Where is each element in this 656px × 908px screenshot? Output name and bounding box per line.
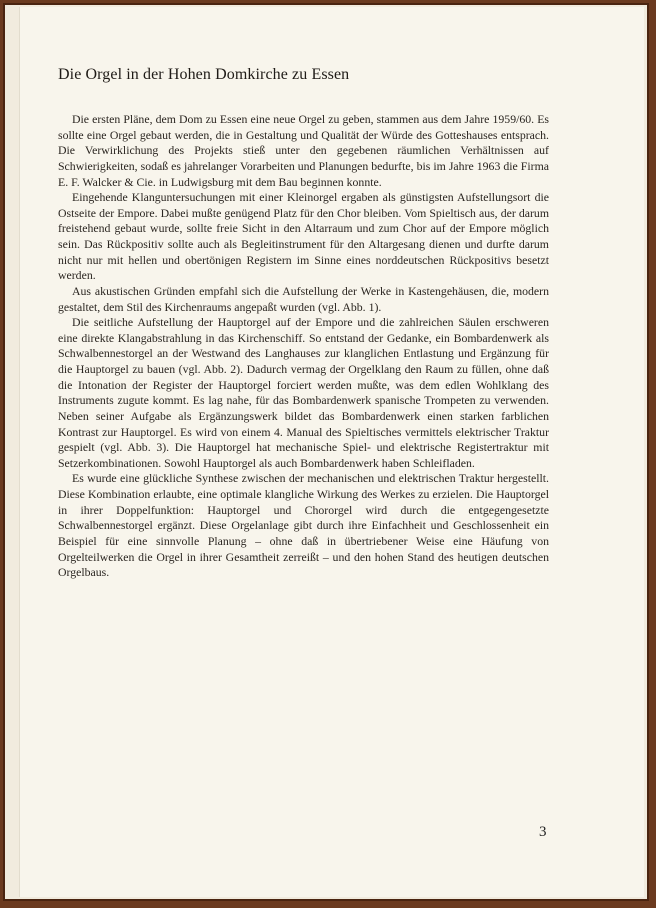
paragraph-3: Aus akustischen Gründen empfahl sich die Aufstellung der Werke in Kastengehäusen, die, modern gestaltet, dem Stil des Kirchenraums angepaßt wurden (vgl. Abb. 1). <box>58 283 549 314</box>
paragraph-1: Die ersten Pläne, dem Dom zu Essen eine neue Orgel zu geben, stammen aus dem Jahre 1959/60. Es sollte eine Orgel gebaut werden, die in Gestaltung und Qualität der Würde des Gotteshauses entsprach. Die Verwirklichung des Projekts stieß unter den gegebenen räumlichen Verhältnissen auf Schwierigkeiten, sodaß es jahrelanger Vorarbeiten und Planungen bedurfte, bis im Jahre 1963 die Firma E. F. Walcker & Cie. in Ludwigsburg mit dem Bau beginnen konnte. <box>58 112 549 189</box>
paragraph-2: Eingehende Klanguntersuchungen mit einer Kleinorgel ergaben als günstigsten Aufstellungsort die Ostseite der Empore. Dabei mußte genügend Platz für den Chor bleiben. Vom Spieltisch aus, der darum freistehend gebaut wurde, sollte freie Sicht in den Altarraum und zum Chor auf der Empore möglich sein. Das Rückpositiv sollte auch als Begleitinstrument für den Altargesang dienen und durfte darum nicht nur mit hellen und obertönigen Registern im Sinne eines norddeutschen Rückpositivs besetzt werden. <box>58 190 549 283</box>
book-page <box>19 7 644 897</box>
body-text <box>58 112 549 581</box>
scan-frame <box>3 3 649 901</box>
paragraph-4: Die seitliche Aufstellung der Hauptorgel auf der Empore und die zahlreichen Säulen erschweren eine direkte Klangabstrahlung in das Kirchenschiff. So entstand der Gedanke, ein Bombardenwerk als Schwalbennestorgel an der Westwand des Langhauses zur klanglichen Entlastung und Ergänzung für die Hauptorgel zu bauen (vgl. Abb. 2). Dadurch vermag der Orgelklang den Raum zu füllen, ohne daß die Intonation der Register der Hauptorgel forciert werden mußte, was dem edlen Wohlklang des Instruments zugute kommt. Es lag nahe, für das Bombardenwerk spanische Trompeten zu verwenden. Neben seiner Aufgabe als Ergänzungswerk bildet das Bombardenwerk einen starken farblichen Kontrast zur Hauptorgel. Es wird von einem 4. Manual des Spieltisches vermittels elektrischer Traktur gespielt (vgl. Abb. 3). Die Hauptorgel hat mechanische Spiel- und elektrische Registertraktur mit Setzerkombinationen. Sowohl Hauptorgel als auch Bombardenwerk haben Schleifladen. <box>58 315 549 470</box>
page-title: Die Orgel in der Hohen Domkirche zu Essen <box>58 66 350 83</box>
paragraph-5: Es wurde eine glückliche Synthese zwischen der mechanischen und elektrischen Traktur hergestellt. Diese Kombination erlaubte, eine optimale klangliche Wirkung des Werkes zu erzielen. Die Hauptorgel in ihrer Doppelfunktion: Hauptorgel und Chororgel wird durch die entgegengesetzte Schwalbennestorgel ergänzt. Diese Orgelanlage gibt durch ihre Einfachheit und Geschlossenheit ein Beispiel für eine sinnvolle Planung – ohne daß in übertriebener Weise eine Häufung von Orgelteilwerken die Orgel in ihrer Gesamtheit zerreißt – und den hohen Stand des heutigen deutschen Orgelbaus. <box>58 471 549 580</box>
page-number: 3 <box>539 824 547 840</box>
